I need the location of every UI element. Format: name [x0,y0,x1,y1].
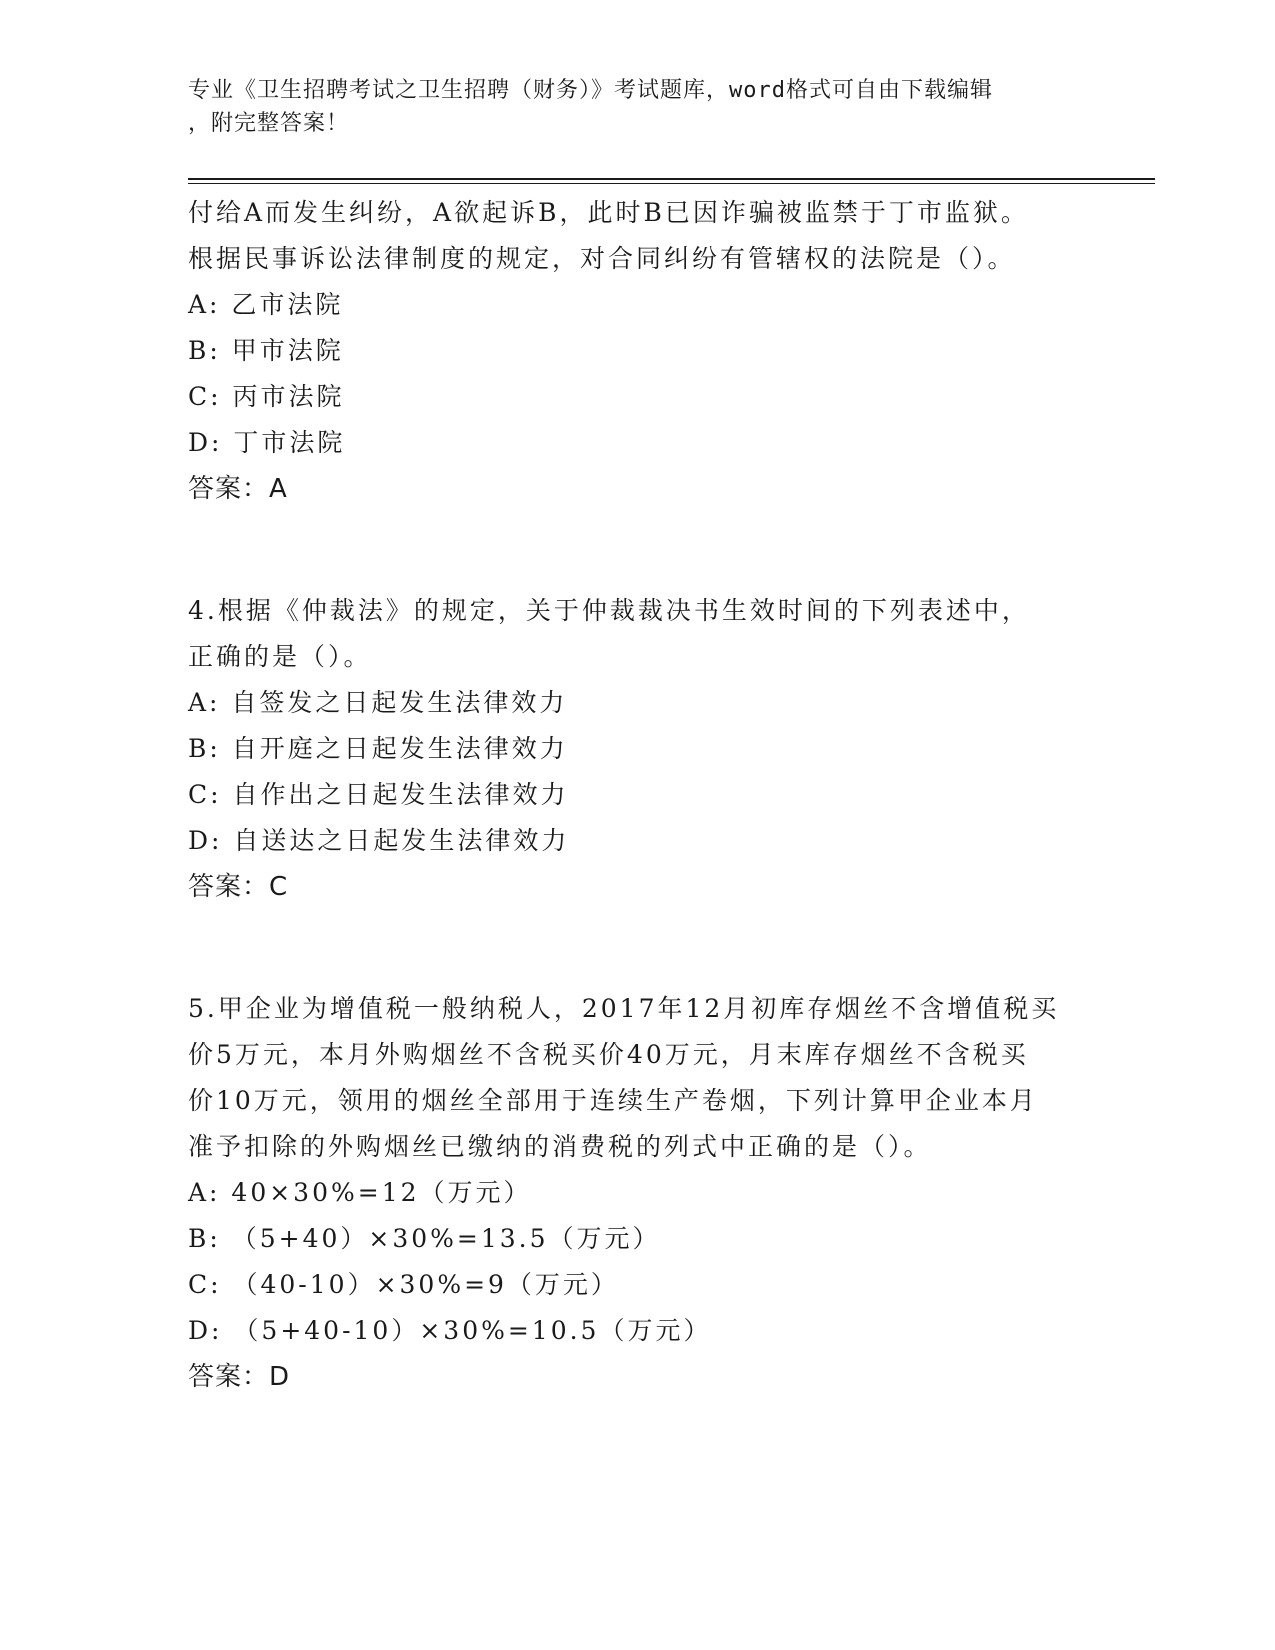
header-line-1: 专业《卫生招聘考试之卫生招聘（财务）》考试题库，word格式可自由下载编辑 [188,78,993,103]
header-line-2: ，附完整答案！ [188,111,350,136]
question-spacer [188,512,1088,588]
question-text-line: 付给A而发生纠纷，A欲起诉B，此时B已因诈骗被监禁于丁市监狱。 [188,198,1029,227]
document-header [188,74,1088,140]
option-d: D: （5+40-10）×30%=10.5（万元） [188,1316,712,1345]
question-text-line: 价5万元，本月外购烟丝不含税买价40万元，月末库存烟丝不含税买 [188,1040,1029,1069]
question-spacer [188,910,1088,986]
option-b: B: 甲市法院 [188,336,344,365]
question-3 [188,190,1088,512]
question-text-line: 价10万元，领用的烟丝全部用于连续生产卷烟，下列计算甲企业本月 [188,1086,1038,1115]
question-text-line: 5.甲企业为增值税一般纳税人，2017年12月初库存烟丝不含增值税买 [188,994,1060,1023]
answer-line: 答案：C [188,872,289,902]
question-list [188,190,1088,1400]
option-a: A: 乙市法院 [188,290,344,319]
question-text-line: 准予扣除的外购烟丝已缴纳的消费税的列式中正确的是（）。 [188,1132,932,1161]
question-text-line: 正确的是（）。 [188,642,372,671]
option-d: D: 自送达之日起发生法律效力 [188,826,570,855]
answer-line: 答案：D [188,1362,291,1392]
question-text-line: 4.根据《仲裁法》的规定，关于仲裁裁决书生效时间的下列表述中， [188,596,1030,625]
header-divider-thick [188,178,1155,180]
option-c: C: 自作出之日起发生法律效力 [188,780,569,809]
option-c: C: （40-10）×30%=9（万元） [188,1270,619,1299]
answer-line: 答案：A [188,474,288,504]
header-divider-thin [188,183,1155,184]
option-b: B: 自开庭之日起发生法律效力 [188,734,568,763]
question-5 [188,986,1088,1400]
question-4 [188,588,1088,910]
question-text-line: 根据民事诉讼法律制度的规定，对合同纠纷有管辖权的法院是（）。 [188,244,1016,273]
option-d: D: 丁市法院 [188,428,346,457]
option-c: C: 丙市法院 [188,382,345,411]
option-a: A: 40×30%=12（万元） [188,1178,532,1207]
option-a: A: 自签发之日起发生法律效力 [188,688,568,717]
option-b: B: （5+40）×30%=13.5（万元） [188,1224,661,1253]
